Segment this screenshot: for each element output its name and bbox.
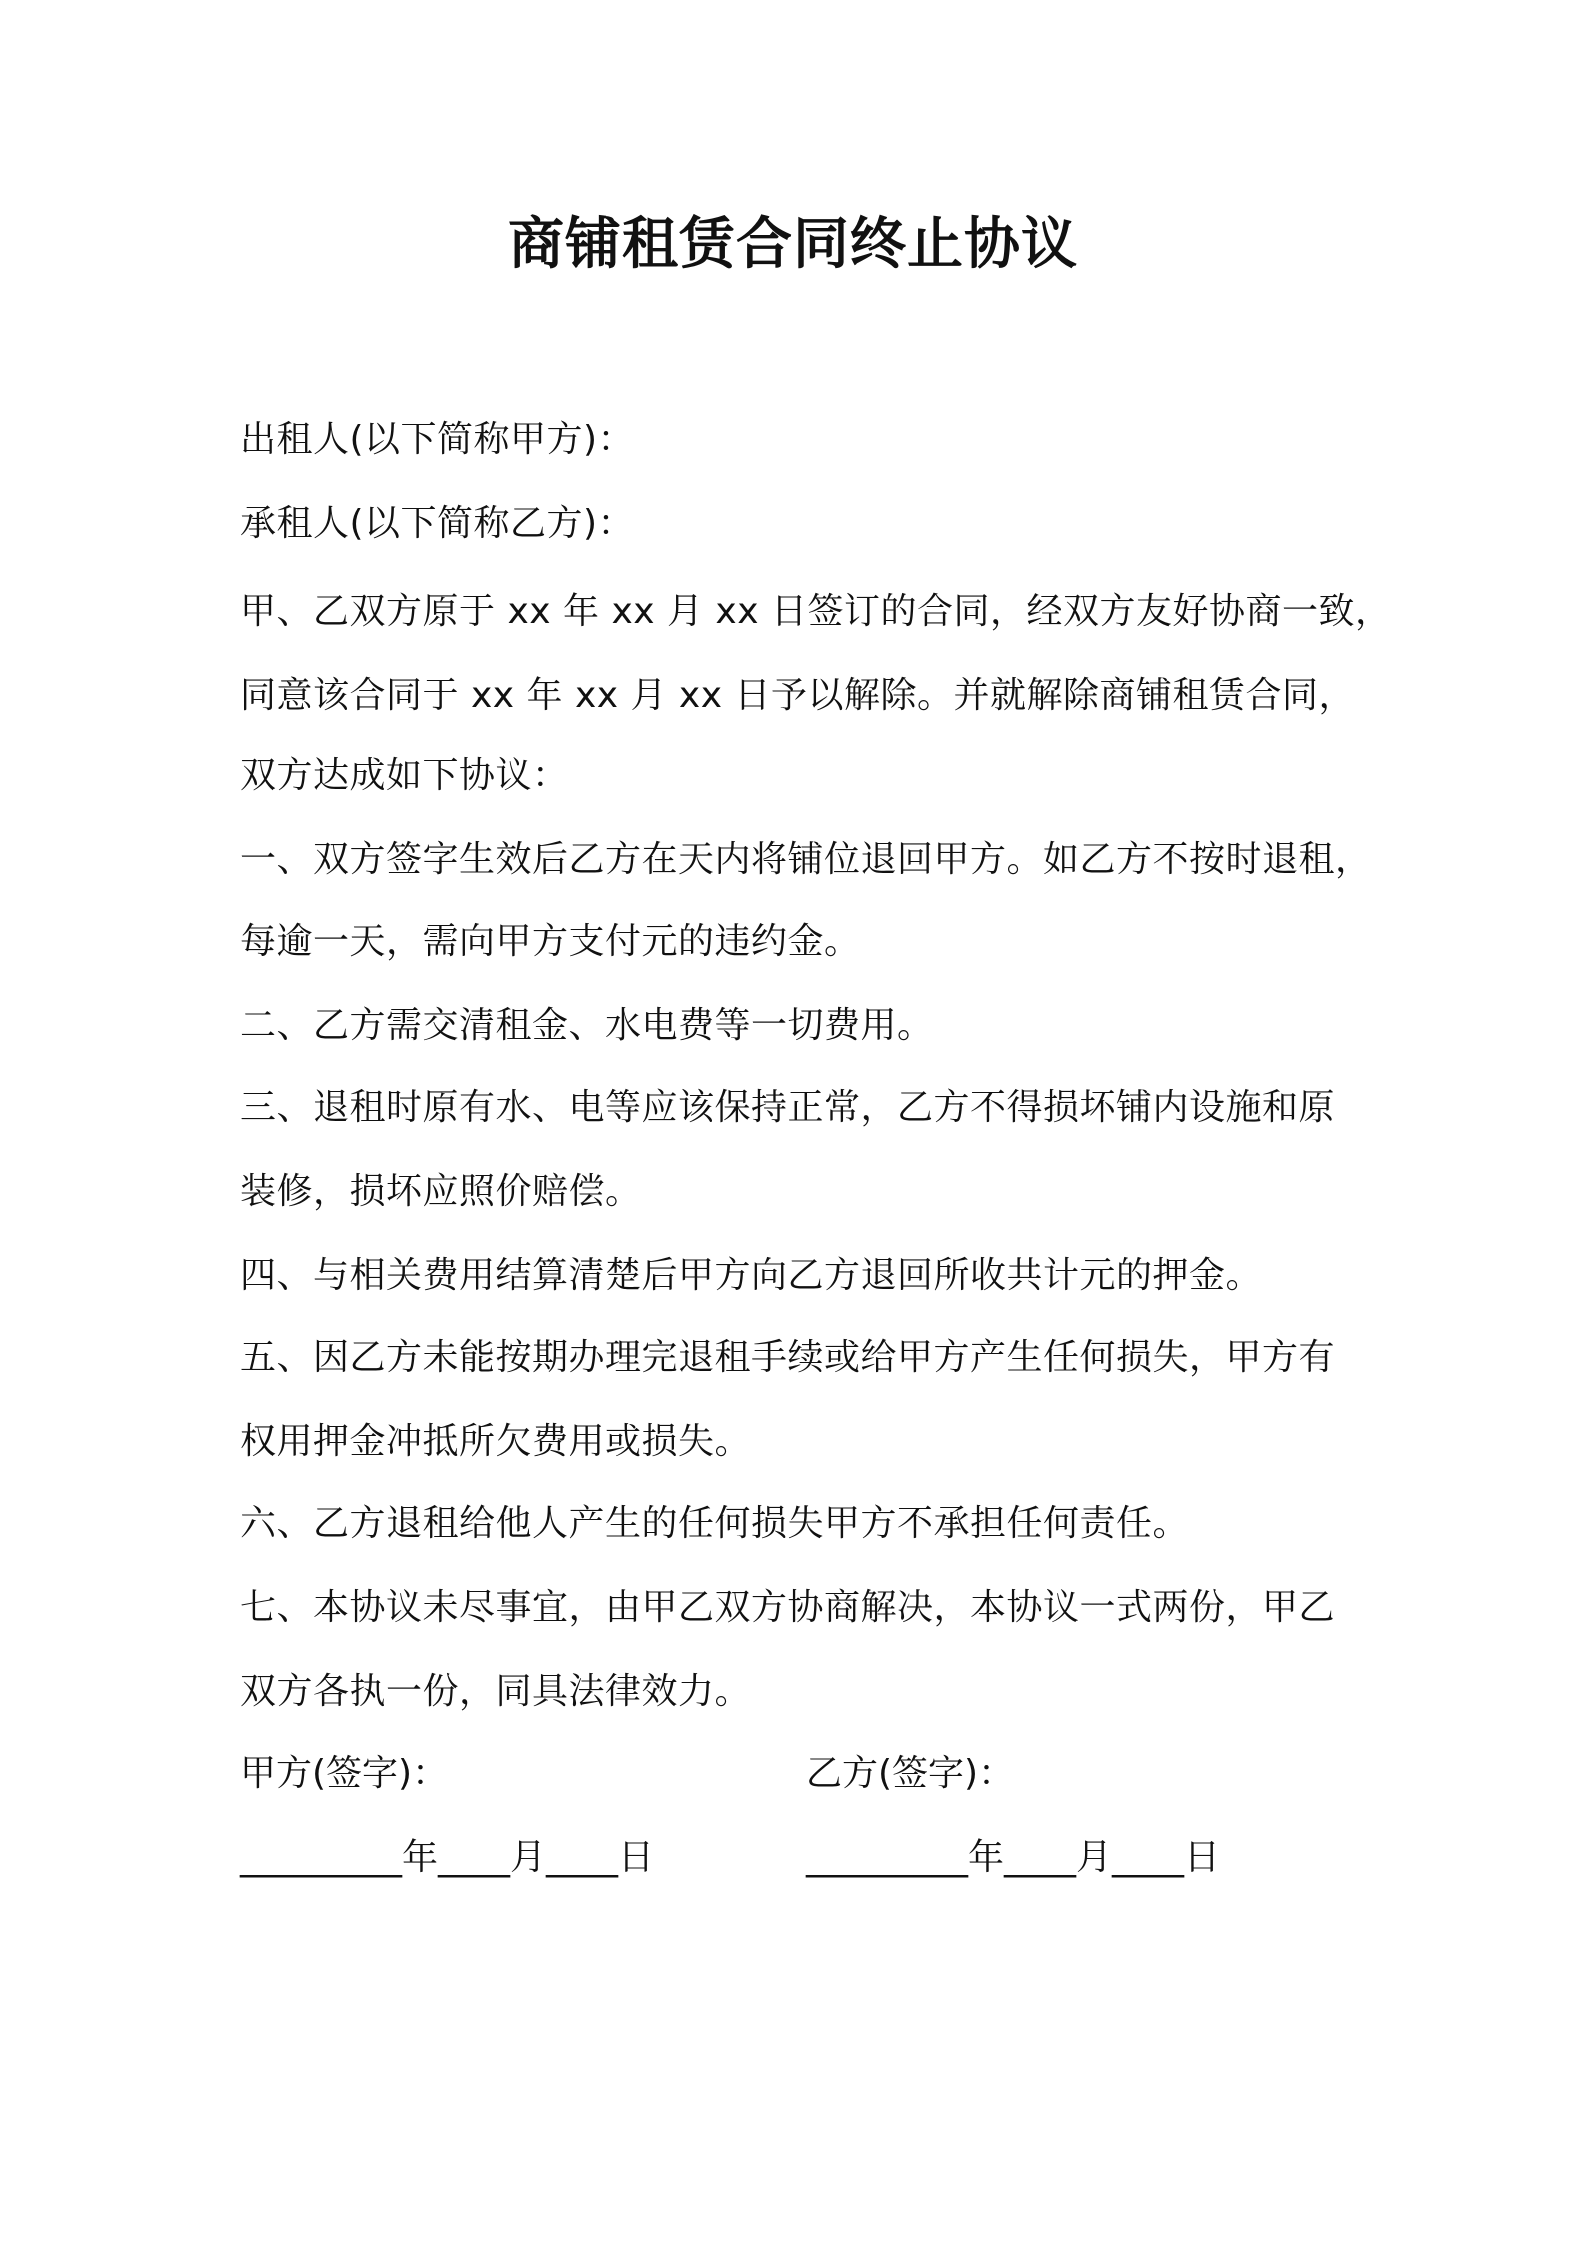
clause-2-line: 二、乙方需交清租金、水电费等一切费用。 (240, 1005, 934, 1046)
clause-3-line: 三、退租时原有水、电等应该保持正常，乙方不得损坏铺内设施和原 (240, 1087, 1336, 1128)
clause-1-line: 每逾一天，需向甲方支付元的违约金。 (240, 921, 861, 962)
document-title: 商铺租赁合同终止协议 (508, 212, 1078, 277)
clause-3-line: 装修，损坏应照价赔偿。 (240, 1171, 642, 1212)
lessee-line: 承租人(以下简称乙方)： (240, 503, 635, 544)
clause-5-line: 五、因乙方未能按期办理完退租手续或给甲方产生任何损失，甲方有 (240, 1337, 1336, 1378)
clause-5-line: 权用押金冲抵所欠费用或损失。 (240, 1421, 752, 1462)
clause-6-line: 六、乙方退租给他人产生的任何损失甲方不承担任何责任。 (240, 1503, 1190, 1544)
party-a-signature-label: 甲方(签字)： (240, 1753, 449, 1794)
clause-4-line: 四、与相关费用结算清楚后甲方向乙方退回所收共计元的押金。 (240, 1255, 1263, 1296)
intro-line: 双方达成如下协议： (240, 755, 569, 796)
clause-7-line: 七、本协议未尽事宜，由甲乙双方协商解决，本协议一式两份，甲乙 (240, 1587, 1336, 1628)
clause-1-line: 一、双方签字生效后乙方在天内将铺位退回甲方。如乙方不按时退租， (240, 839, 1372, 880)
intro-line: 同意该合同于 xx 年 xx 月 xx 日予以解除。并就解除商铺租赁合同， (240, 675, 1355, 716)
party-b-signature-label: 乙方(签字)： (806, 1753, 1015, 1794)
clause-7-line: 双方各执一份，同具法律效力。 (240, 1671, 752, 1712)
party-b-date-line: _________年____月____日 (806, 1837, 1220, 1878)
intro-line: 甲、乙双方原于 xx 年 xx 月 xx 日签订的合同，经双方友好协商一致， (240, 591, 1392, 632)
lessor-line: 出租人(以下简称甲方)： (240, 419, 635, 460)
party-a-date-line: _________年____月____日 (240, 1837, 654, 1878)
